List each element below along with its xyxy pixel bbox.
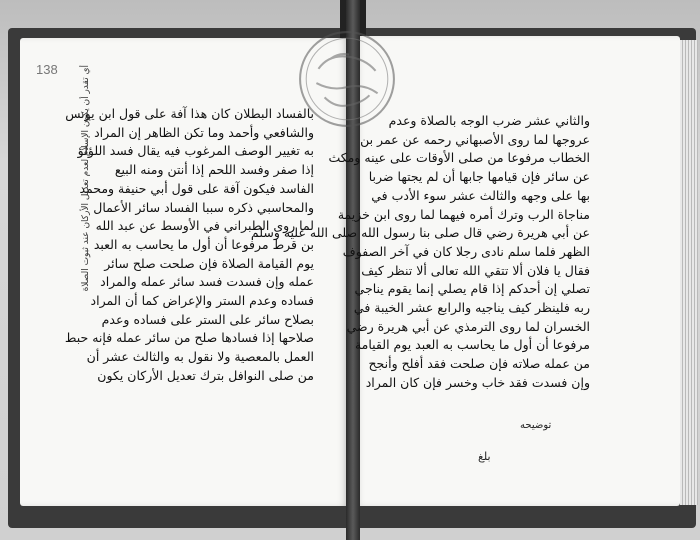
text-line: مناجاة الرب وترك أمره فيهما لما روى ابن خزيمة [337, 206, 590, 222]
page-edges [680, 40, 698, 505]
text-line: ربه فلينظر كيف يناجيه والرابع عشر الخيبة في [353, 300, 590, 316]
text-line: والشافعي وأحمد وما تكن الظاهر إن المراد [94, 124, 314, 140]
text-line: الظهر فلما سلم نادى رجلا كان في آخر الصفوف [342, 243, 590, 259]
text-line: عمله وإن فسدت فسد سائر عمله والمراد [100, 274, 314, 290]
text-line: العمل بالمعصية ولا نقول به والثالث عشر أن [86, 349, 314, 365]
text-line: بن قرط مرفوعا أن أول ما يحاسب به العبد [93, 236, 314, 252]
text-line: الفاسد فيكون آفة على قول أبي حنيفة ومحمد [79, 180, 314, 196]
text-line: فقال يا فلان ألا تتقي الله تعالى ألا تنظر كيف [361, 262, 590, 278]
text-line: صلاحها إذا فسادها صلح من سائر عمله فإنه حبط [64, 330, 314, 346]
text-line: عروجها لما روى الأصبهاني رحمه عن عمر بن [360, 131, 590, 147]
text-line: بصلاح سائر على الستر على فساده وعدم [101, 311, 314, 327]
text-line: يوم القيامة الصلاة فإن صلحت صلح سائر [104, 255, 314, 271]
right-page-text [250, 112, 590, 393]
text-line: والمحاسبي ذكره سببا الفساد سائر الأعمال [93, 199, 314, 215]
text-line: وإن فسدت فقد خاب وخسر فإن كان المراد [365, 374, 590, 390]
collation-mark: بلغ [478, 450, 491, 463]
folio-number: 138 [36, 62, 58, 77]
text-line: عن أبي هريرة رضي قال صلى بنا رسول الله صلى الله عليه وسلم [250, 225, 590, 241]
text-line: الخسران لما روى الترمذي عن أبي هريرة رضي [346, 318, 590, 334]
margin-note: أي تقدر أن يكون الإسلام لعدم تعديل الأركان عند ثبوت الصلاة [81, 65, 91, 292]
text-line: مرفوعا أن أول ما يحاسب به العبد يوم القيامة [354, 337, 590, 353]
text-line: إذا صفر وفسد اللحم إذا أنتن ومنه البيع [114, 162, 314, 178]
catchword: توضيحه [520, 420, 552, 431]
text-line: من عمله صلاته فإن صلحت فقد أفلح وأنجح [368, 356, 590, 372]
text-line: عن سائر فإن قيامها جابها أن لم يجتها ضربا [368, 169, 590, 185]
text-line: تصلي إن أحدكم إذا قام يصلي إنما يقوم يناجي [354, 281, 590, 297]
text-line: الخطاب مرفوعا من صلى الأوقات على عينه ومكث [328, 150, 590, 166]
text-line: من صلى النوافل بترك تعديل الأركان يكون [97, 367, 314, 383]
text-line: والثاني عشر ضرب الوجه بالصلاة وعدم [388, 113, 590, 128]
text-line: بها على وجهه والثالث عشر سوء الأدب في [371, 187, 590, 203]
text-line: به تغيير الوصف المرغوب فيه يقال فسد اللؤلؤ [77, 143, 314, 159]
text-line: لما روى الطبراني في الأوسط عن عبد الله [95, 218, 314, 234]
text-line: بالفساد البطلان كان هذا آفة على قول ابن يونس [65, 106, 314, 121]
text-line: فساده وعدم الستر والإعراض كما أن المراد [90, 293, 314, 309]
